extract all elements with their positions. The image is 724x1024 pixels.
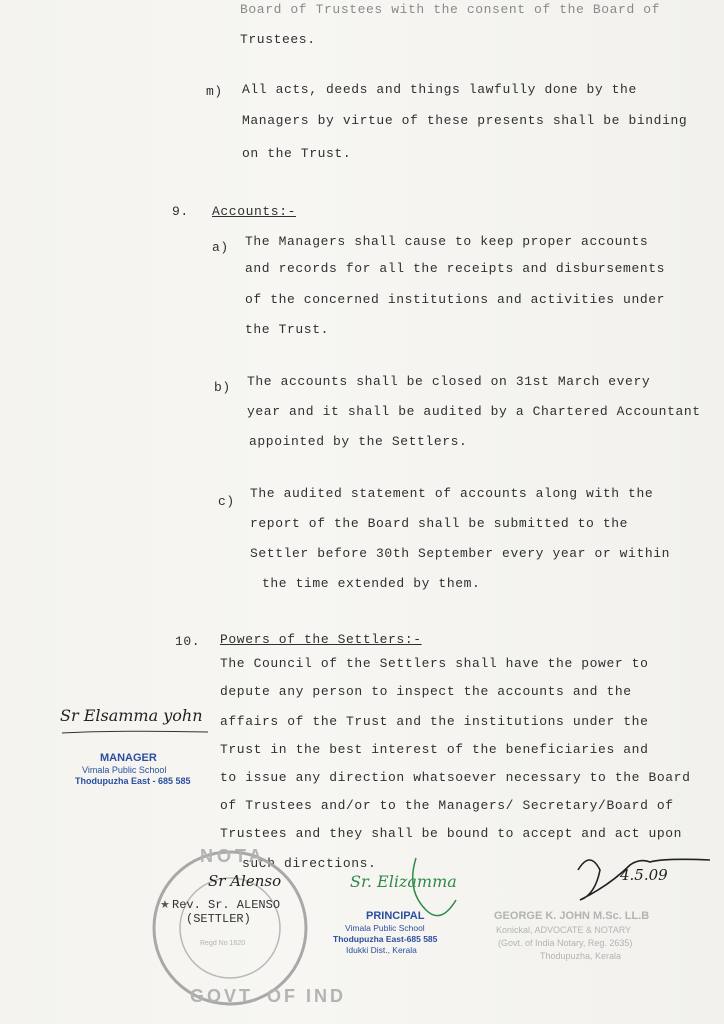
section-9c-line: Settler before 30th September every year or within xyxy=(250,546,671,561)
principal-signature: Sr. Elizamma xyxy=(350,872,457,891)
settler-name: Rev. Sr. ALENSO xyxy=(172,898,281,912)
notary-registration: (Govt. of India Notary, Reg. 2635) xyxy=(498,938,633,948)
section-9a-line: the Trust. xyxy=(245,322,330,337)
clause-m-line: All acts, deeds and things lawfully done by the xyxy=(242,82,637,97)
section-9c-label: c) xyxy=(218,494,235,509)
settler-signature: Sr Alenso xyxy=(208,872,282,890)
notary-name: GEORGE K. JOHN M.Sc. LL.B xyxy=(494,910,650,922)
manager-signature: Sr Elsamma yohn xyxy=(60,706,203,725)
section-9a-line: of the concerned institutions and activities under xyxy=(245,292,666,307)
section-10-line: Trustees and they shall be bound to accept and act upon xyxy=(220,826,683,841)
principal-district: Idukki Dist., Kerala xyxy=(346,945,417,955)
section-9c-line: the time extended by them. xyxy=(262,576,481,591)
manager-title: MANAGER xyxy=(100,752,157,764)
section-10-line: such directions. xyxy=(242,856,377,871)
notary-place: Thodupuzha, Kerala xyxy=(540,951,622,961)
section-9b-line: The accounts shall be closed on 31st March every xyxy=(247,374,651,389)
section-10-title: Powers of the Settlers:- xyxy=(220,632,422,647)
section-9b-label: b) xyxy=(214,380,231,395)
principal-title: PRINCIPAL xyxy=(366,910,425,922)
section-9c-line: The audited statement of accounts along with the xyxy=(250,486,654,501)
seal-bottom-text: GOVT. OF IND xyxy=(190,986,347,1006)
seal-top-text: NOTA xyxy=(200,846,266,866)
section-10-line: of Trustees and/or to the Managers/ Secretary/Board of xyxy=(220,798,674,813)
clause-top-continuation: Trustees. xyxy=(240,32,316,47)
section-10-number: 10. xyxy=(175,634,201,649)
principal-address: Thodupuzha East-685 585 xyxy=(333,934,438,944)
section-9-number: 9. xyxy=(172,204,189,219)
section-9a-line: and records for all the receipts and disbursements xyxy=(245,261,666,276)
star-icon: ★ xyxy=(160,899,170,911)
section-9c-line: report of the Board shall be submitted to the xyxy=(250,516,629,531)
principal-school: Vimala Public School xyxy=(345,923,425,933)
clause-m-line: on the Trust. xyxy=(242,146,352,161)
section-10-line: depute any person to inspect the accounts and the xyxy=(220,684,632,699)
section-10-line: The Council of the Settlers shall have the power to xyxy=(220,656,649,671)
section-9b-line: year and it shall be audited by a Chartered Accountant xyxy=(247,404,701,419)
manager-school: Vimala Public School xyxy=(82,765,167,775)
clause-m-label: m) xyxy=(206,84,223,99)
section-9-title: Accounts:- xyxy=(212,204,297,219)
notary-date: 4.5.09 xyxy=(620,866,668,884)
cut-top-line: Board of Trustees with the consent of the Board of xyxy=(240,2,661,17)
notary-title: Konickal, ADVOCATE & NOTARY xyxy=(496,925,632,935)
settler-role: (SETTLER) xyxy=(186,912,251,926)
section-9a-label: a) xyxy=(212,240,229,255)
section-9b-line: appointed by the Settlers. xyxy=(249,434,468,449)
manager-signature-underline xyxy=(60,728,210,738)
seal-mid-text: Regd No 1620 xyxy=(200,940,246,947)
section-9a-line: The Managers shall cause to keep proper accounts xyxy=(245,234,649,249)
section-10-line: to issue any direction whatsoever necessary to the Board xyxy=(220,770,691,785)
clause-m-line: Managers by virtue of these presents shall be binding xyxy=(242,113,688,128)
manager-address: Thodupuzha East - 685 585 xyxy=(75,776,191,786)
section-10-line: affairs of the Trust and the institutions under the xyxy=(220,714,649,729)
section-10-line: Trust in the best interest of the beneficiaries and xyxy=(220,742,649,757)
